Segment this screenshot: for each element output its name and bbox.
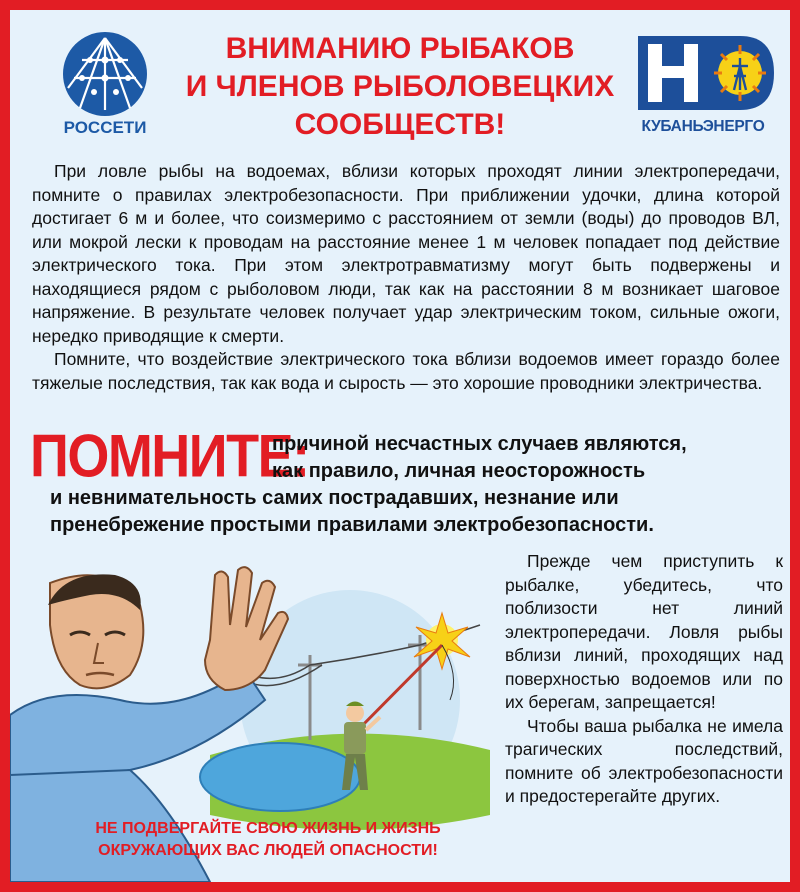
remember-line-4: пренебрежение простыми правилами электробезопасности. (50, 514, 654, 536)
side-paragraph-1: Прежде чем приступить к рыбалке, убедитесь, что поблизости нет линий электропередачи. Ловля рыбы вблизи линий, проходящих над поверхностью водоемов или по их берегам, запрещается! (505, 551, 783, 712)
remember-line-3: и невнимательность самих пострадавших, незнание или (50, 487, 619, 509)
side-paragraph-2: Чтобы ваша рыбалка не имела трагических последствий, помните об электробезопасности и предостерегайте других. (505, 715, 783, 806)
remember-line-2: как правило, личная неосторожность (272, 460, 646, 482)
poster (10, 10, 790, 882)
title-line-3: СООБЩЕСТВ! (294, 108, 506, 141)
warning-line-1: НЕ ПОДВЕРГАЙТЕ СВОЮ ЖИЗНЬ И ЖИЗНЬ (95, 820, 441, 837)
intro-paragraph-1: При ловле рыбы на водоемах, вблизи которых проходят линии электропередачи, помните о правилах электробезопасности. При приближении удочки, длина которой достигает 6 м и более, что соизмеримо с расстоянием от земли (воды) до проводов ВЛ, или мокрой лески к проводам на расстояние менее 1 м человек попадает под действие электрического тока. При этом электротравматизму могут быть подвержены и находящиеся рядом с рыболовом люди, так как на расстоянии 8 м возникает шаговое напряжение. В результате человек получает удар электрическим током, сильные ожоги, нередко приводящие к смерти. (32, 161, 780, 346)
kubanenergo-logo-icon (636, 32, 776, 114)
page-title (185, 30, 615, 144)
title-line-2: И ЧЛЕНОВ РЫБОЛОВЕЦКИХ (185, 70, 615, 103)
intro-paragraph-2: Помните, что воздействие электрического тока вблизи водоемов имеет гораздо более тяжелые последствия, так как вода и сырость — это хорошие проводники электричества. (32, 349, 780, 393)
rosseti-logo (50, 30, 160, 145)
rosseti-name: РОССЕТИ (63, 118, 147, 137)
warning-caption (48, 818, 488, 862)
rosseti-logo-icon (60, 30, 150, 118)
title-line-1: ВНИМАНИЮ РЫБАКОВ (225, 32, 575, 65)
intro-text (32, 160, 780, 395)
remember-line-1: причиной несчастных случаев являются, (272, 433, 687, 455)
warning-line-2: ОКРУЖАЮЩИХ ВАС ЛЮДЕЙ ОПАСНОСТИ! (98, 842, 438, 859)
side-text (505, 550, 783, 809)
kubanenergo-name: КУБАНЬЭНЕРГО (641, 118, 765, 135)
kubanenergo-logo (628, 32, 783, 144)
remember-label: ПОМНИТЕ: (30, 422, 309, 490)
